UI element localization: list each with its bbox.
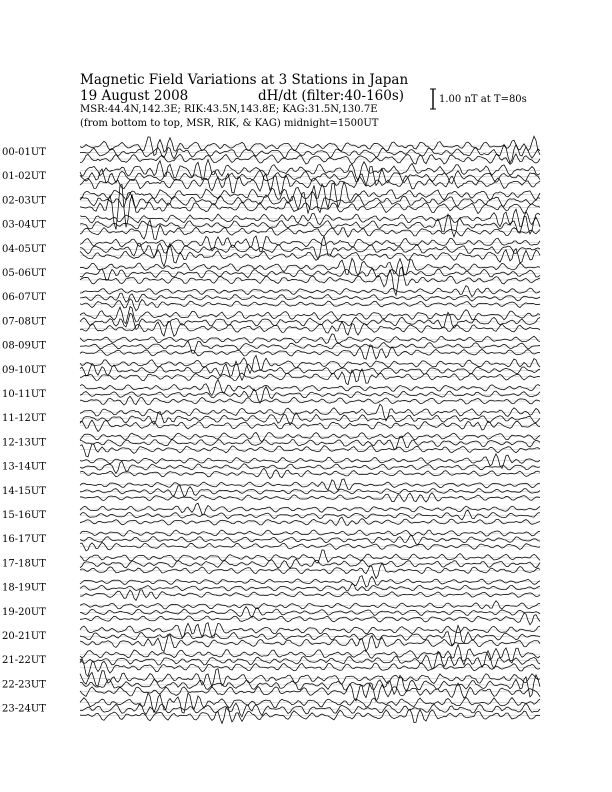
hour-row-label: 15-16UT xyxy=(2,510,46,521)
station-order-note: (from bottom to top, MSR, RIK, & KAG) midnight=1500UT xyxy=(80,118,379,129)
trace-kag xyxy=(80,355,540,373)
hour-row-label: 05-06UT xyxy=(2,268,46,279)
hour-row-label: 06-07UT xyxy=(2,292,46,304)
trace-msr xyxy=(80,613,540,625)
trace-msr xyxy=(80,517,540,525)
hour-row-label: 08-09UT xyxy=(2,340,46,352)
trace-kag xyxy=(80,334,540,344)
hour-row-label: 10-11UT xyxy=(2,389,46,400)
hour-row-label: 21-22UT xyxy=(2,655,46,667)
trace-msr xyxy=(80,244,540,267)
hour-row-label: 03-04UT xyxy=(2,219,46,231)
hour-row-label: 13-14UT xyxy=(2,461,46,473)
hour-row-label: 02-03UT xyxy=(2,195,46,207)
trace-kag xyxy=(80,307,540,324)
trace-rik xyxy=(80,584,540,591)
trace-rik xyxy=(80,510,540,520)
hour-row-label: 12-13UT xyxy=(2,437,46,449)
trace-rik xyxy=(80,214,540,237)
chart-filter: dH/dt (filter:40-160s) xyxy=(258,88,405,104)
trace-msr xyxy=(80,590,540,601)
hour-row-label: 16-17UT xyxy=(2,534,46,546)
trace-msr xyxy=(80,563,540,578)
chart-title: Magnetic Field Variations at 3 Stations in Japan xyxy=(80,72,409,88)
trace-msr xyxy=(80,493,540,502)
hour-row-label: 14-15UT xyxy=(2,485,46,497)
station-coordinates: MSR:44.4N,142.3E; RIK:43.5N,143.8E; KAG:31.5N,130.7E xyxy=(80,104,378,115)
trace-kag xyxy=(80,404,540,421)
hour-row-label: 17-18UT xyxy=(2,558,46,570)
trace-rik xyxy=(80,607,540,618)
trace-kag xyxy=(80,530,540,536)
trace-kag xyxy=(80,209,540,227)
hour-row-label: 18-19UT xyxy=(2,582,46,594)
hour-row-label: 20-21UT xyxy=(2,631,46,642)
trace-rik xyxy=(80,361,540,380)
hour-row-label: 09-10UT xyxy=(2,364,46,376)
hour-row-label: 01-02UT xyxy=(2,171,46,183)
hour-row-label: 22-23UT xyxy=(2,679,46,691)
scale-label: 1.00 nT at T=80s xyxy=(439,94,527,105)
hour-row-label: 07-08UT xyxy=(2,316,46,328)
trace-rik xyxy=(80,461,540,473)
hour-row-label: 11-12UT xyxy=(2,413,46,425)
trace-msr xyxy=(80,396,540,405)
trace-rik xyxy=(80,559,540,568)
trace-msr xyxy=(80,468,540,478)
trace-kag xyxy=(80,503,540,514)
trace-kag xyxy=(80,601,540,609)
trace-msr xyxy=(80,683,540,701)
trace-kag xyxy=(80,160,540,180)
trace-kag xyxy=(80,550,540,563)
trace-msr xyxy=(80,542,540,551)
hour-row-label: 19-20UT xyxy=(2,606,46,618)
trace-rik xyxy=(80,341,540,353)
trace-msr xyxy=(80,444,540,457)
hour-row-label: 00-01UT xyxy=(2,147,46,158)
chart-date: 19 August 2008 xyxy=(80,88,189,104)
hour-row-label: 23-24UT xyxy=(2,703,46,715)
hour-row-label: 04-05UT xyxy=(2,243,46,255)
trace-kag xyxy=(80,576,540,587)
trace-msr xyxy=(80,322,540,337)
trace-msr xyxy=(80,659,540,677)
trace-rik xyxy=(80,536,540,545)
